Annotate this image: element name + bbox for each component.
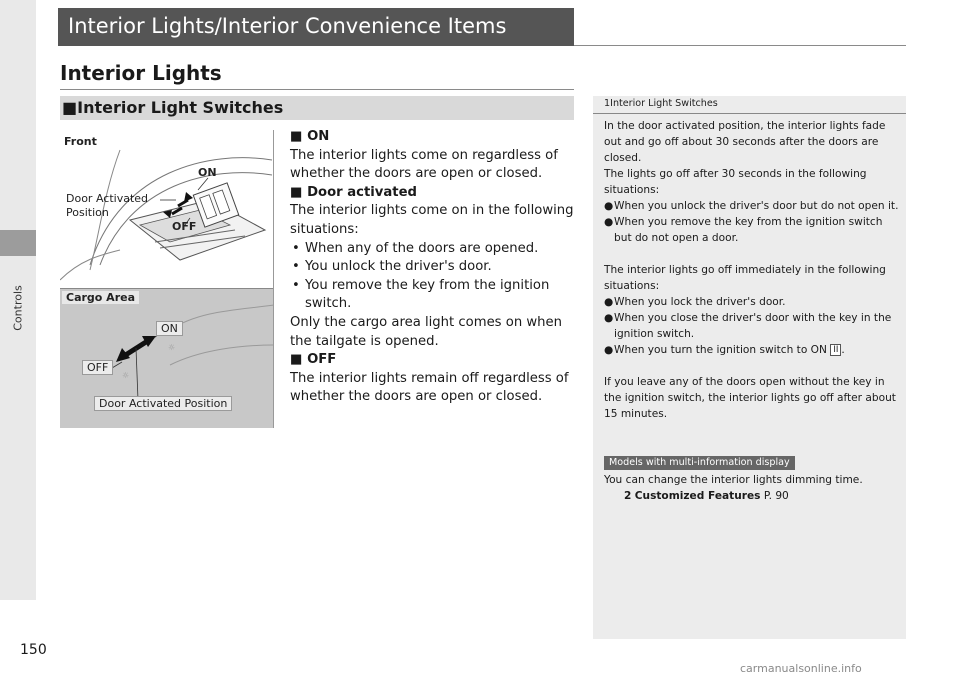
list-item: ● When you remove the key from the ignition switch but do not open a door. — [604, 216, 883, 244]
bullet-icon: • — [292, 277, 300, 293]
xref-arrow-icon: 2 — [624, 490, 632, 502]
model-tag: Models with multi-information display — [604, 456, 795, 470]
bullet-icon: ● — [604, 344, 614, 356]
front-on-label: ON — [198, 166, 217, 179]
switch-illustration — [60, 130, 274, 428]
list-item: ● When you lock the driver's door. — [604, 296, 786, 308]
list-item: ● When you unlock the driver's door but do not open it. — [604, 200, 899, 212]
off-heading: ■ OFF — [290, 352, 337, 368]
bullet-icon: ● — [604, 216, 614, 228]
title-rule — [574, 45, 906, 46]
svg-text:☼: ☼ — [122, 371, 130, 380]
square-bullet-icon: ■ — [62, 98, 78, 117]
section-title: Interior Lights — [60, 61, 222, 85]
section-rule — [60, 89, 574, 90]
cargo-off-label: OFF — [82, 360, 113, 375]
page-number: 150 — [20, 642, 47, 658]
bullet-icon: ● — [604, 296, 614, 308]
switch-drawing — [60, 130, 274, 428]
off-text: The interior lights remain off regardless of whether the doors are open or closed. — [290, 370, 569, 405]
note-paragraph: In the door activated position, the interior lights fade out and go off about 30 seconds after the doors are closed. — [604, 120, 886, 164]
page-title: Interior Lights/Interior Convenience Items — [68, 14, 507, 38]
watermark: carmanualsonline.info — [740, 662, 862, 675]
side-tab-marker — [0, 230, 36, 256]
note-title: 1Interior Light Switches — [604, 98, 718, 109]
front-door-activated-label-1: Door Activated — [66, 192, 149, 205]
square-bullet-icon: ■ — [290, 184, 308, 200]
note-paragraph: If you leave any of the doors open without the key in the ignition switch, the interior lights go off after about 15 minutes. — [604, 376, 896, 420]
square-bullet-icon: ■ — [290, 129, 308, 144]
cargo-on-label: ON — [156, 321, 183, 336]
list-item: ● When you close the driver's door with the key in the ignition switch. — [604, 312, 892, 340]
cargo-text: Only the cargo area light comes on when the tailgate is opened. — [290, 314, 562, 349]
side-label: Controls — [11, 285, 25, 331]
door-heading: ■ Door activated — [290, 184, 417, 200]
note-after — [604, 472, 899, 504]
note-paragraph: The lights go off after 30 seconds in the following situations: — [604, 168, 867, 196]
on-heading: ■ ON — [290, 129, 330, 144]
bullet-icon: ● — [604, 200, 614, 212]
cross-reference-link[interactable]: 2 Customized Features P. 90 — [624, 490, 789, 502]
front-off-label: OFF — [172, 220, 197, 233]
cargo-area-label: Cargo Area — [62, 291, 139, 304]
bullet-icon: • — [292, 240, 300, 256]
subsection-title: ■Interior Light Switches — [62, 98, 284, 117]
square-bullet-icon: ■ — [290, 352, 308, 368]
list-item: ● When you turn the ignition switch to ON II . — [604, 344, 845, 356]
bullet-icon: ● — [604, 312, 614, 324]
list-item: • You remove the key from the ignition switch. — [290, 277, 574, 314]
list-item: • When any of the doors are opened. — [290, 240, 574, 259]
note-paragraph: The interior lights go off immediately in the following situations: — [604, 264, 886, 292]
front-door-activated-label-2: Position — [66, 206, 109, 219]
door-text: The interior lights come on in the following situations: — [290, 203, 574, 237]
bullet-icon: • — [292, 259, 300, 275]
body-text — [290, 128, 574, 407]
note-paragraph: You can change the interior lights dimming time. — [604, 474, 863, 486]
list-item: • You unlock the driver's door. — [290, 258, 574, 277]
front-label: Front — [64, 135, 97, 148]
note-body — [604, 118, 899, 422]
svg-text:☼: ☼ — [168, 343, 176, 352]
on-text: The interior lights come on regardless of whether the doors are open or closed. — [290, 147, 558, 182]
cargo-door-activated-label: Door Activated Position — [94, 396, 232, 411]
note-icon: 1 — [604, 98, 611, 109]
ignition-key-icon: II — [830, 344, 841, 356]
